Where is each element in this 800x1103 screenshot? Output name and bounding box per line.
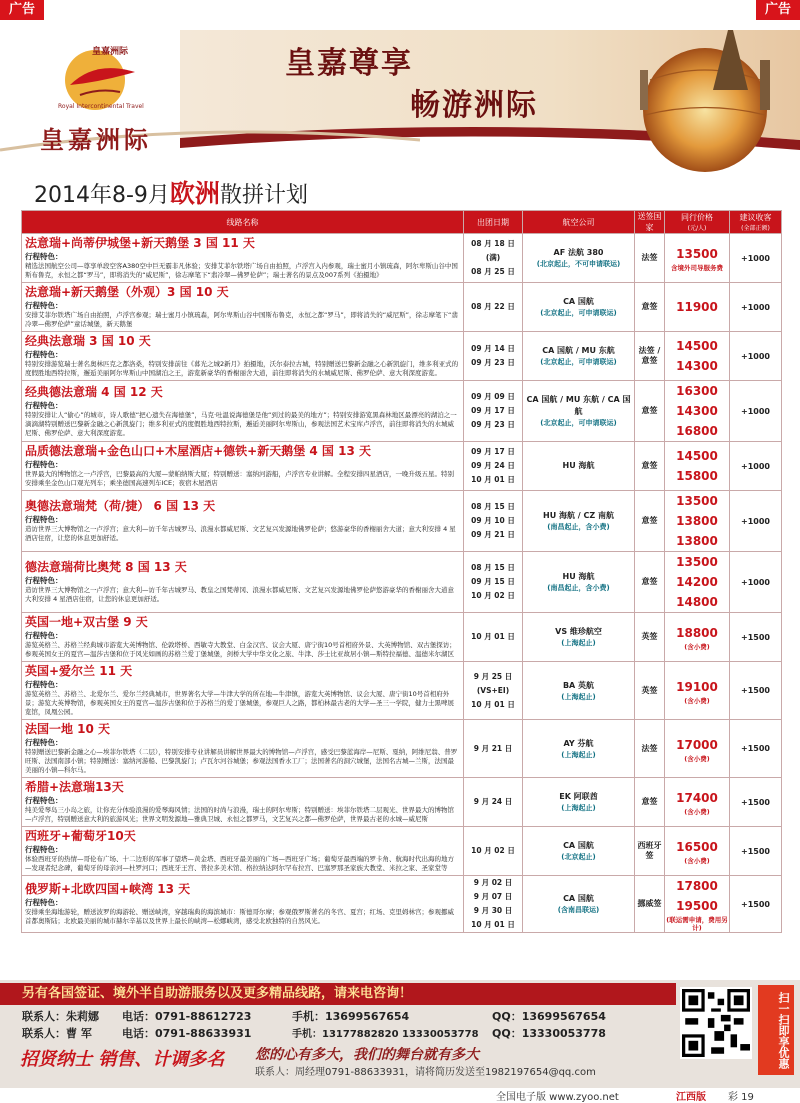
table-row — [22, 552, 782, 613]
price-cell — [665, 491, 730, 552]
departure-date: 9 月 07 日 — [473, 892, 513, 901]
title-highlight: 欧洲 — [169, 179, 220, 208]
price-cell — [665, 662, 730, 720]
price-cell — [665, 442, 730, 491]
airline-cell — [523, 720, 635, 778]
route-feature-label: 行程特色： — [25, 898, 63, 907]
suggested-fee: +1000 — [730, 381, 782, 442]
airline-name: CA 国航 — [563, 894, 594, 903]
price-value — [665, 421, 729, 441]
price-note: (含小费) — [684, 696, 710, 705]
header-airline: 航空公司 — [523, 211, 635, 234]
route-feature-label: 行程特色： — [25, 631, 63, 640]
route-feature-label: 行程特色： — [25, 845, 63, 854]
logo-en: Royal Intercontinental Travel — [58, 103, 144, 110]
route-name[interactable]: 希腊+法意瑞13天 — [25, 780, 124, 794]
route-feature-label: 行程特色： — [25, 460, 63, 469]
airline-name: HU 海航 / CZ 南航 — [543, 511, 614, 520]
price-value — [665, 896, 729, 932]
price-note: (联运需申请，费用另计) — [666, 916, 728, 932]
airline-cell — [523, 381, 635, 442]
visa-cell: 意签 — [635, 283, 665, 332]
price-note: 含境外司导服务费 — [671, 264, 723, 272]
table-header-row — [22, 211, 782, 234]
route-feature-label: 行程特色： — [25, 576, 63, 585]
header-date: 出团日期 — [464, 211, 523, 234]
route-name[interactable]: 英国一地+双古堡 9 天 — [25, 615, 148, 629]
airline-name: HU 海航 — [562, 572, 595, 581]
contact-phone: 电话：0791-88612723 — [122, 1010, 252, 1023]
page-number: 彩 19 — [728, 1092, 754, 1103]
tour-table-body — [22, 234, 782, 933]
title-suffix: 散拼计划 — [219, 183, 308, 208]
header-visa: 送签国家 — [635, 211, 665, 234]
table-row — [22, 720, 782, 778]
price-cell — [665, 234, 730, 283]
tour-table — [21, 210, 782, 933]
departure-date: 10 月 01 日 — [471, 475, 515, 484]
route-cell — [22, 381, 464, 442]
visa-cell: 英签 — [635, 662, 665, 720]
price-amount: 19100 — [676, 679, 718, 694]
table-row — [22, 827, 782, 876]
resume-contact: 联系人：周经理0791-88633931，请将简历发送至1982197654@qq.com — [255, 1067, 596, 1078]
price-value — [665, 735, 729, 763]
visa-cell: 意签 — [635, 491, 665, 552]
visa-cell: 法签 / 意签 — [635, 332, 665, 381]
price-value — [665, 531, 729, 551]
price-amount: 19500 — [676, 899, 718, 913]
suggested-fee: +1000 — [730, 234, 782, 283]
date-cell — [464, 662, 523, 720]
departure-date: (满) — [485, 253, 501, 262]
price-value — [665, 356, 729, 376]
departure-date: 09 月 21 日 — [471, 530, 515, 539]
ad-label-right: 广告 — [756, 0, 800, 20]
route-description: 特别安排让人“偷心”的城市，诗人歌德“把心遗失在海德堡”，马克·吐温说海德堡是他“到过的最美的地方”；特别安排游览黑森林地区最漂亮的湖泊之一滴滴湖特别赠送巴黎新金融之心新凯旋门；维多利亚式的度假胜地西特拉斯，邂逅美丽阿尔卑斯山，参观法国艺术宝库卢浮宫，前往即将消失的水城威尼斯、佛罗伦萨、意大利深度游览。 — [25, 410, 457, 437]
departure-date: 9 月 02 日 — [473, 878, 513, 887]
price-value — [665, 552, 729, 572]
route-cell — [22, 442, 464, 491]
price-amount: 14800 — [676, 595, 718, 609]
route-name[interactable]: 西班牙+葡萄牙10天 — [25, 829, 136, 843]
price-value — [665, 788, 729, 816]
header-fee-label: 建议收客 — [739, 213, 772, 222]
suggested-fee: +1000 — [730, 283, 782, 332]
price-value — [665, 466, 729, 486]
route-description: 特别安排游览瑞士著名奥林匹克之都洛桑，特别安排前往《暮光之城2新月》拍摄地，沃尔泰拉古城，特别赠送巴黎新金融之心新凯旋门，维多利亚式的度假胜地西特拉斯，邂逅美丽阿尔卑斯山中国湖泊之王，游览新豪华的香榭丽舍大道，前往即将消失的水城威尼斯、佛罗伦萨、意大利深度游览。 — [25, 360, 459, 377]
route-name[interactable]: 俄罗斯+北欧四国+峡湾 13 天 — [25, 882, 191, 896]
table-row — [22, 234, 782, 283]
route-cell — [22, 332, 464, 381]
contact-person: 联系人：曹 军 — [22, 1027, 92, 1040]
airline-note: (上海起止) — [561, 692, 596, 701]
departure-date: 08 月 25 日 — [471, 267, 515, 276]
price-cell — [665, 778, 730, 827]
departure-date: 9 月 24 日 — [473, 797, 513, 806]
recruit-banner: 招贤纳士 销售、计调多名 — [20, 1049, 225, 1070]
price-value — [665, 592, 729, 612]
departure-date: 9 月 25 日 — [473, 671, 513, 681]
date-cell — [464, 720, 523, 778]
price-value — [665, 837, 729, 865]
table-row — [22, 381, 782, 442]
route-feature-label: 行程特色： — [25, 252, 63, 261]
price-amount: 16800 — [676, 424, 718, 438]
route-description: 纯美爱琴岛三小岛之旅，让你充分体验浪漫的爱琴海风情；法国的时尚与浪漫，瑞士的阿尔卑斯；特别赠送：埃菲尔铁塔二层观光、世界最大的博物馆—卢浮宫，特别赠送意大利的旅游风光；世界文明发源地—雅典卫城、永恒之都罗马，文艺复兴之都—佛罗伦萨，世界最古老的水城—威尼斯 — [25, 806, 454, 823]
header-price-label: 同行价格 — [681, 213, 713, 222]
airline-note: (北京起止，不可申请联运) — [536, 260, 621, 268]
route-description: 造访世界三大博物馆之一卢浮宫；意大利—访千年古城罗马、教皇之国梵蒂冈、浪漫水都威尼斯、文艺复兴发源地佛罗伦萨悠游豪华的香榭丽舍大道意大利安排 4 星酒店住宿，让您的休息更加舒适。 — [25, 586, 454, 603]
airline-cell — [523, 442, 635, 491]
departure-date: 10 月 01 日 — [471, 699, 515, 709]
visa-cell: 意签 — [635, 778, 665, 827]
table-row — [22, 332, 782, 381]
airline-note: (上海起止) — [561, 639, 596, 647]
route-cell — [22, 491, 464, 552]
route-name[interactable]: 法意瑞+新天鹅堡（外观）3 国 10 天 — [25, 285, 229, 299]
route-cell — [22, 662, 464, 720]
airline-cell — [523, 234, 635, 283]
route-feature-label: 行程特色： — [25, 350, 63, 359]
contact-qq: QQ：13699567654 — [492, 1010, 606, 1023]
price-amount: 13500 — [676, 555, 718, 569]
departure-date: 09 月 15 日 — [471, 577, 515, 586]
departure-date: 09 月 14 日 — [471, 344, 515, 353]
airline-name: CA 国航 — [563, 841, 594, 850]
airline-name: CA 国航 / MU 东航 — [542, 346, 615, 355]
suggested-fee: +1000 — [730, 491, 782, 552]
route-description: 精选法国航空公司—尊享单段空客A380空中巨无霸非凡体验；安排艾菲尔铁塔广场自由拍照，卢浮宫入内参观，瑞士蜜月小镇琉森，阿尔卑斯山谷中国斯布鲁克，永恒之都“罗马”，即将消失的“威尼斯”，徐志摩笔下“翡冷翠—佛罗伦萨”；瑞士著名的景点及007系列《拍摄地》 — [25, 262, 458, 279]
route-name[interactable]: 奥德法意瑞梵（荷/捷） 6 国 13 天 — [25, 499, 216, 513]
price-value — [665, 572, 729, 592]
departure-date: 09 月 17 日 — [471, 447, 515, 456]
price-cell — [665, 381, 730, 442]
page-title — [34, 174, 308, 210]
airline-cell — [523, 283, 635, 332]
departure-date: 08 月 15 日 — [471, 563, 515, 572]
title-prefix: 2014年8-9月 — [34, 183, 170, 208]
airline-note: (南昌起止，含小费) — [547, 584, 610, 592]
logo-cn: 皇嘉洲际 — [92, 47, 129, 57]
route-cell — [22, 778, 464, 827]
airline-name: BA 英航 — [562, 680, 595, 690]
airline-cell — [523, 613, 635, 662]
route-description: 游览英格兰、苏格兰经典城市游览大英博物馆、伦敦塔桥、西敏寺大教堂、白金汉宫、议会大厦、唐宁街10号首相府外景、大英博物馆、双古堡探访；参观英国女王的夏宫—温莎古堡和位于风光如画的苏格兰爱丁堡城堡，剑桥大学中华文化之旅、牛津、莎士比亚故居小镇—斯特拉福德、温德米尔湖区 — [25, 641, 456, 658]
suggested-fee: +1000 — [730, 442, 782, 491]
qr-code[interactable] — [680, 987, 752, 1059]
suggested-fee: +1500 — [730, 613, 782, 662]
route-description: 造访世界三大博物馆之一卢浮宫；意大利—访千年古城罗马、浪漫水都威尼斯、文艺复兴发源地佛罗伦萨；悠游豪华的香榭丽舍大道；意大利安排 4 星酒店住宿，让您的休息更加舒适。 — [25, 525, 456, 542]
contact-row-1 — [22, 1008, 606, 1024]
contact-mobile: 手机：13699567654 — [292, 1010, 410, 1023]
scan-qr-label: 扫一扫即享优惠 — [758, 985, 794, 1075]
price-amount: 14500 — [676, 339, 718, 353]
footer-headline: 另有各国签证、境外半自助游服务以及更多精品线路，请来电咨询！ — [0, 983, 676, 1005]
departure-date: 09 月 17 日 — [471, 406, 515, 415]
airline-cell — [523, 332, 635, 381]
visa-cell: 挪威签 — [635, 876, 665, 933]
airline-name: VS 维珍航空 — [555, 627, 602, 636]
route-cell — [22, 613, 464, 662]
price-note: (含小费) — [684, 754, 710, 763]
date-cell — [464, 552, 523, 613]
visa-cell: 法签 — [635, 234, 665, 283]
price-value — [665, 623, 729, 651]
airline-cell — [523, 491, 635, 552]
price-cell — [665, 720, 730, 778]
contact-mobile: 手机：13177882820 13330053778 — [292, 1029, 479, 1040]
price-cell — [665, 613, 730, 662]
ad-label-left: 广告 — [0, 0, 44, 20]
airline-note: (北京起止) — [561, 853, 596, 861]
route-name[interactable]: 英国+爱尔兰 11 天 — [25, 664, 133, 678]
date-cell — [464, 283, 523, 332]
date-cell — [464, 491, 523, 552]
page-footer-bar — [0, 1088, 800, 1103]
departure-date: (VS+EI) — [476, 685, 510, 695]
airline-cell — [523, 662, 635, 720]
price-cell — [665, 332, 730, 381]
table-row — [22, 613, 782, 662]
price-value — [665, 446, 729, 466]
date-cell — [464, 442, 523, 491]
suggested-fee: +1000 — [730, 332, 782, 381]
price-value — [665, 401, 729, 421]
contact-phone: 电话：0791-88633931 — [122, 1027, 252, 1040]
departure-date: 9 月 30 日 — [473, 906, 513, 915]
route-description: 安排艾菲尔铁塔广场自由拍照，卢浮宫参观；瑞士蜜月小镇琉森，阿尔卑斯山谷中国斯布鲁克，永恒之都“罗马”，即将消失的“威尼斯”，徐志摩笔下“翡冷翠—佛罗伦萨”童话城堡，新天鹅堡 — [25, 311, 458, 328]
airline-note: (南昌起止，含小费) — [547, 523, 610, 531]
date-cell — [464, 381, 523, 442]
visa-cell: 英签 — [635, 613, 665, 662]
visa-cell: 意签 — [635, 381, 665, 442]
airline-note: (北京起止，可申请联运) — [540, 358, 617, 366]
route-description: 世界最大的博物馆之一卢浮宫，巴黎最高的大厦—蒙帕纳斯大厦；特别赠送：塞纳河游船，卢浮宫专业讲解。全程安排四星酒店，一晚升级五星。特别安排乘坐金色山口观光列车；乘坐德国高速列车ICE；夜宿木屋酒店 — [25, 470, 454, 487]
suggested-fee: +1500 — [730, 720, 782, 778]
price-amount: 14200 — [676, 575, 718, 589]
price-amount: 14300 — [676, 359, 718, 373]
suggested-fee: +1500 — [730, 876, 782, 933]
airline-name: CA 国航 — [563, 297, 594, 306]
departure-date: 09 月 10 日 — [471, 516, 515, 525]
departure-date: 10 月 01 日 — [471, 920, 515, 929]
price-cell — [665, 876, 730, 933]
route-cell — [22, 283, 464, 332]
brand-name: 皇嘉洲际 — [40, 125, 152, 154]
price-amount: 13500 — [676, 494, 718, 508]
price-amount: 13800 — [676, 534, 718, 548]
price-amount: 15800 — [676, 469, 718, 483]
price-amount: 16300 — [676, 384, 718, 398]
route-feature-label: 行程特色： — [25, 515, 63, 524]
price-cell — [665, 283, 730, 332]
header-fee-sub: (全部正额) — [741, 225, 770, 232]
airline-note: (上海起止) — [561, 804, 596, 812]
date-cell — [464, 613, 523, 662]
tower-icon — [760, 60, 770, 110]
route-description: 体验西班牙的热情—哥伦布广场、十二边形的军事了望塔—黄金塔、西班牙最美丽的广场—西班牙广场；葡萄牙最西端的罗卡角、航海时代出海的地方—发现者纪念碑，葡萄牙的母亲河—杜罗河口；西班牙王宫、普拉多美术馆、格拉纳达阿尔罕布拉宫、巴塞罗那圣家族大教堂、米拉之家、圣家堂等 — [25, 855, 454, 872]
price-amount: 17400 — [676, 791, 718, 805]
price-amount: 17000 — [676, 737, 718, 752]
route-name[interactable]: 法国一地 10 天 — [25, 722, 111, 736]
price-amount: 17800 — [676, 879, 718, 893]
date-cell — [464, 234, 523, 283]
route-feature-label: 行程特色： — [25, 680, 63, 689]
route-name[interactable]: 经典德法意瑞 4 国 12 天 — [25, 384, 163, 399]
route-feature-label: 行程特色： — [25, 400, 63, 410]
contact-person: 联系人：朱莉娜 — [22, 1010, 99, 1023]
price-note: (含小费) — [684, 808, 710, 816]
departure-date: 09 月 23 日 — [471, 358, 515, 367]
suggested-fee: +1500 — [730, 778, 782, 827]
date-cell — [464, 876, 523, 933]
suggested-fee: +1500 — [730, 827, 782, 876]
date-cell — [464, 332, 523, 381]
departure-date: 10 月 02 日 — [471, 591, 515, 600]
price-amount: 13500 — [676, 247, 718, 261]
route-name[interactable]: 德法意瑞荷比奥梵 8 国 13 天 — [25, 560, 187, 574]
price-amount: 14300 — [676, 404, 718, 418]
airline-note: (含南昌联运) — [557, 906, 600, 914]
price-note: (含小费) — [684, 643, 710, 651]
header-route: 线路名称 — [22, 211, 464, 234]
departure-date: 10 月 01 日 — [471, 632, 515, 641]
airline-note: (北京起止，可申请联运) — [540, 419, 617, 427]
route-cell — [22, 876, 464, 933]
table-row — [22, 442, 782, 491]
departure-date: 9 月 21 日 — [473, 743, 513, 753]
price-value — [665, 336, 729, 356]
visa-cell: 意签 — [635, 442, 665, 491]
route-description: 游览英格兰、苏格兰、北爱尔兰、爱尔兰经典城市，世界著名大学—牛津大学的所在地—牛津镇，游览大英博物馆、议会大厦、唐宁街10号首相府外景；游览大英博物馆，参观英国女王的夏宫—温莎古堡和位于苏格兰的爱丁堡城堡，参观巨人之路，都柏林最古老的大学—圣三一学院，健力士黑啤展览馆，凤凰公园。 — [25, 690, 454, 716]
airline-name: CA 国航 / MU 东航 / CA 国航 — [526, 395, 631, 416]
table-row — [22, 662, 782, 720]
route-cell — [22, 234, 464, 283]
airline-name: AF 法航 380 — [553, 248, 604, 257]
route-feature-label: 行程特色： — [25, 796, 63, 805]
price-note: (含小费) — [684, 857, 710, 865]
slogan-line-1: 皇嘉尊享 — [285, 46, 413, 81]
airline-cell — [523, 778, 635, 827]
departure-date: 09 月 24 日 — [471, 461, 515, 470]
table-row — [22, 283, 782, 332]
price-amount: 11900 — [676, 300, 718, 314]
header-fee — [730, 211, 782, 234]
page-edition: 江西版 — [676, 1092, 706, 1103]
price-value — [665, 244, 729, 272]
price-amount: 14500 — [676, 449, 718, 463]
suggested-fee: +1500 — [730, 662, 782, 720]
header-banner — [0, 20, 800, 175]
departure-date: 09 月 23 日 — [471, 420, 515, 429]
route-cell — [22, 720, 464, 778]
airline-cell — [523, 876, 635, 933]
route-feature-label: 行程特色： — [25, 301, 63, 310]
price-value — [665, 381, 729, 401]
airline-note: (上海起止) — [561, 750, 596, 759]
date-cell — [464, 778, 523, 827]
departure-date: 10 月 02 日 — [471, 846, 515, 855]
route-description: 特别赠送巴黎新金融之心—埃菲尔铁塔（二层），特别安排专业讲解员讲解世界最大的博物馆—卢浮宫，感受巴黎蓝海岸—尼斯、戛纳，阿维尼翁、普罗旺斯、法国南部小镇；特别赠送：塞纳河游船、巴黎凯旋门；卢瓦尔河谷城堡；参观法国香水工厂；法国著名的洞穴城堡，法国名古城—兰斯，法国最美丽的小镇—科尔马。 — [25, 748, 458, 774]
table-row — [22, 491, 782, 552]
airline-name: HU 海航 — [562, 461, 595, 470]
price-amount: 16500 — [676, 840, 718, 854]
globe-icon — [643, 48, 767, 172]
table-row — [22, 876, 782, 933]
suggested-fee: +1000 — [730, 552, 782, 613]
airline-name: EK 阿联酋 — [559, 792, 598, 801]
departure-date: 08 月 15 日 — [471, 502, 515, 511]
price-value — [665, 297, 729, 317]
route-description: 安排乘坐海地游轮，赠送波罗的海游轮、赠送峡湾，穿越瑞典的海滨城市：斯德哥尔摩；参观俄罗斯著名的冬宫、夏宫；红场、克里姆林宫；参观挪威首都奥斯陆；北欧最美丽的城市赫尔辛基以及世界上最长的峡湾—松娜峡湾，感受北欧独特的自然风光。 — [25, 908, 454, 925]
price-value — [665, 677, 729, 705]
slogan-line-2: 畅游洲际 — [410, 88, 538, 123]
departure-date: 08 月 22 日 — [471, 302, 515, 311]
contact-qq: QQ：13330053778 — [492, 1027, 606, 1040]
price-cell — [665, 552, 730, 613]
visa-cell: 意签 — [635, 552, 665, 613]
airline-name: AY 芬航 — [563, 738, 594, 748]
page-site: 全国电子版 www.zyoo.net — [496, 1092, 619, 1103]
route-name[interactable]: 品质德法意瑞+金色山口+木屋酒店+德铁+新天鹅堡 4 国 13 天 — [25, 444, 371, 458]
visa-cell: 西班牙签 — [635, 827, 665, 876]
departure-date: 08 月 18 日 — [471, 239, 515, 248]
price-cell — [665, 827, 730, 876]
route-name[interactable]: 法意瑞+尚蒂伊城堡+新天鹅堡 3 国 11 天 — [25, 236, 255, 250]
airline-note: (北京起止，可申请联运) — [540, 309, 617, 317]
route-name[interactable]: 经典法意瑞 3 国 10 天 — [25, 334, 151, 348]
price-value — [665, 876, 729, 896]
departure-date: 09 月 09 日 — [471, 392, 515, 401]
header-price — [665, 211, 730, 234]
price-value — [665, 491, 729, 511]
route-cell — [22, 827, 464, 876]
visa-cell: 法签 — [635, 720, 665, 778]
price-amount: 18800 — [676, 626, 718, 640]
price-amount: 13800 — [676, 514, 718, 528]
route-cell — [22, 552, 464, 613]
airline-cell — [523, 552, 635, 613]
contact-row-2 — [22, 1025, 606, 1041]
company-motto: 您的心有多大，我们的舞台就有多大 — [255, 1047, 479, 1063]
route-feature-label: 行程特色： — [25, 738, 63, 747]
header-price-unit: (元/人) — [687, 225, 707, 232]
table-row — [22, 778, 782, 827]
price-value — [665, 511, 729, 531]
airline-cell — [523, 827, 635, 876]
date-cell — [464, 827, 523, 876]
